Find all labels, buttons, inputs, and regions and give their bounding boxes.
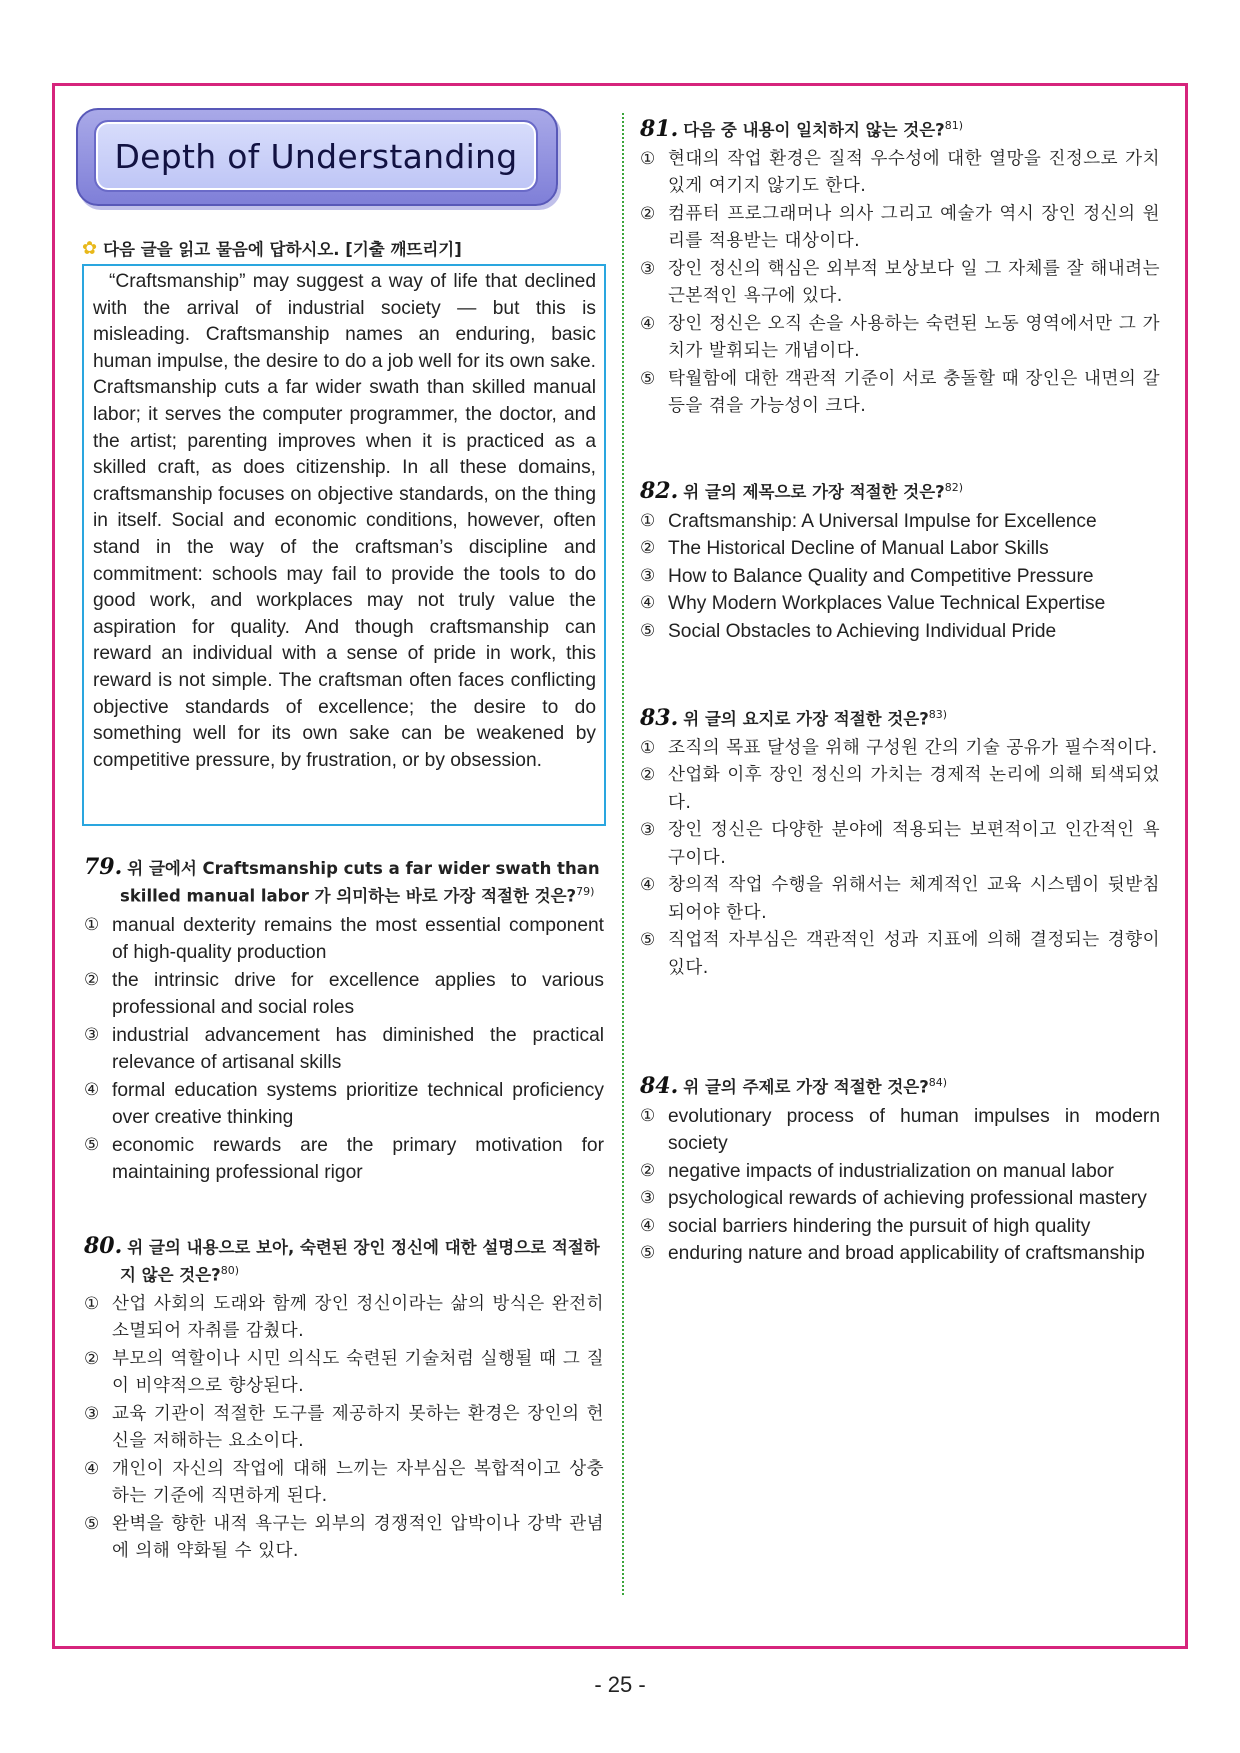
option-mark: ③ xyxy=(640,565,656,586)
option-mark: ④ xyxy=(84,1079,100,1100)
flower-icon: ✿ xyxy=(82,237,98,259)
option-mark: ② xyxy=(640,765,656,785)
question-stem xyxy=(84,856,604,908)
question-number: 84. xyxy=(640,1072,679,1099)
footnote-ref: 81) xyxy=(944,119,964,132)
option-text: 완벽을 향한 내적 욕구는 외부의 경쟁적인 압박이나 강박 관념에 의해 약화될 수 있다. xyxy=(112,1513,604,1561)
option-mark: ④ xyxy=(640,1215,656,1236)
option-mark: ⑤ xyxy=(640,1243,656,1263)
answer-option[interactable] xyxy=(640,927,1160,982)
instruction-text: 다음 글을 읽고 물음에 답하시오. [기출 깨뜨리기] xyxy=(103,240,462,259)
answer-option[interactable] xyxy=(640,563,1160,591)
answer-option[interactable] xyxy=(640,146,1160,201)
option-text: 장인 정신은 다양한 분야에 적용되는 보편적이고 인간적인 욕구이다. xyxy=(668,820,1160,868)
option-text: industrial advancement has diminished the practical relevance of artisanal skills xyxy=(112,1024,604,1073)
option-text: 부모의 역할이나 시민 의식도 숙련된 기술처럼 실행될 때 그 질이 비약적으로 향상된다. xyxy=(112,1348,604,1396)
question-stem xyxy=(640,114,1160,142)
option-text: 개인이 자신의 작업에 대해 느끼는 자부심은 복합적이고 상충하는 기준에 직면하게 된다. xyxy=(112,1458,604,1506)
answer-option[interactable] xyxy=(640,618,1160,646)
option-mark: ② xyxy=(640,203,656,224)
question-82 xyxy=(640,476,1160,645)
option-text: 교육 기관이 적절한 도구를 제공하지 못하는 환경은 장인의 헌신을 저해하는 요소이다. xyxy=(112,1403,604,1451)
page-title: Depth of Understanding xyxy=(114,136,518,176)
option-text: psychological rewards of achieving professional mastery xyxy=(668,1188,1147,1209)
option-mark: ① xyxy=(640,148,656,169)
page-number: - 25 - xyxy=(594,1672,646,1697)
option-mark: ④ xyxy=(640,313,656,334)
option-text: 조직의 목표 달성을 위해 구성원 간의 기술 공유가 필수적이다. xyxy=(668,737,1158,758)
option-text: 직업적 자부심은 객관적인 성과 지표에 의해 결정되는 경향이 있다. xyxy=(668,930,1160,978)
answer-option[interactable] xyxy=(84,1346,604,1401)
answer-option[interactable] xyxy=(640,256,1160,311)
answer-option[interactable] xyxy=(640,762,1160,817)
option-text: enduring nature and broad applicability of craftsmanship xyxy=(668,1243,1145,1264)
footnote-ref: 84) xyxy=(928,1076,948,1089)
option-text: Craftsmanship: A Universal Impulse for Excellence xyxy=(668,510,1097,532)
option-mark: ⑤ xyxy=(84,1134,100,1155)
answer-option[interactable] xyxy=(84,1291,604,1346)
option-mark: ⑤ xyxy=(84,1513,100,1534)
option-mark: ③ xyxy=(84,1403,100,1424)
option-text: evolutionary process of human impulses in modern society xyxy=(668,1105,1160,1154)
option-mark: ② xyxy=(640,1160,656,1181)
answer-option[interactable] xyxy=(640,1213,1160,1241)
answer-option[interactable] xyxy=(84,1077,604,1132)
question-stem xyxy=(640,703,1160,731)
answer-option[interactable] xyxy=(84,967,604,1022)
option-mark: ② xyxy=(640,538,656,558)
option-text: social barriers hindering the pursuit of high quality xyxy=(668,1215,1091,1237)
option-mark: ⑤ xyxy=(640,368,656,389)
answer-option[interactable] xyxy=(640,366,1160,421)
question-text: 위 글의 요지로 가장 적절한 것은? xyxy=(683,709,929,729)
answer-option[interactable] xyxy=(640,1158,1160,1186)
question-stem xyxy=(640,1071,1160,1099)
answer-option[interactable] xyxy=(84,1456,604,1511)
question-number: 81. xyxy=(640,115,679,142)
question-80 xyxy=(84,1235,604,1566)
option-mark: ④ xyxy=(84,1458,100,1479)
option-mark: ① xyxy=(84,914,100,935)
option-text: Why Modern Workplaces Value Technical Expertise xyxy=(668,593,1106,614)
question-number: 80. xyxy=(84,1233,123,1259)
option-text: Social Obstacles to Achieving Individual Pride xyxy=(668,620,1057,642)
option-mark: ③ xyxy=(640,1188,656,1208)
question-number: 82. xyxy=(640,477,679,504)
option-text: 창의적 작업 수행을 위해서는 체계적인 교육 시스템이 뒷받침되어야 한다. xyxy=(668,875,1160,923)
option-text: 산업 사회의 도래와 함께 장인 정신이라는 삶의 방식은 완전히 소멸되어 자취를 감췄다. xyxy=(112,1293,604,1341)
option-mark: ③ xyxy=(640,258,656,279)
answer-option[interactable] xyxy=(640,1185,1160,1213)
option-text: How to Balance Quality and Competitive Pressure xyxy=(668,565,1094,587)
answer-option[interactable] xyxy=(84,1132,604,1187)
question-text: 위 글의 내용으로 보아, 숙련된 장인 정신에 대한 설명으로 적절하지 않은 것은? xyxy=(120,1238,600,1285)
question-79 xyxy=(84,856,604,1187)
footnote-ref: 80) xyxy=(220,1264,240,1277)
question-text: 다음 중 내용이 일치하지 않는 것은? xyxy=(683,120,945,140)
option-mark: ② xyxy=(84,1348,100,1369)
footnote-ref: 79) xyxy=(576,885,595,898)
answer-option[interactable] xyxy=(640,817,1160,872)
answer-option[interactable] xyxy=(84,1401,604,1456)
question-84 xyxy=(640,1071,1160,1268)
answer-option[interactable] xyxy=(640,311,1160,366)
answer-option[interactable] xyxy=(84,912,604,967)
answer-option[interactable] xyxy=(84,1511,604,1566)
option-text: 탁월함에 대한 객관적 기준이 서로 충돌할 때 장인은 내면의 갈등을 겪을 가능성이 크다. xyxy=(668,368,1160,416)
option-text: 장인 정신의 핵심은 외부적 보상보다 일 그 자체를 잘 해내려는 근본적인 욕구에 있다. xyxy=(668,258,1160,306)
option-text: economic rewards are the primary motivation for maintaining professional rigor xyxy=(112,1134,604,1183)
option-text: The Historical Decline of Manual Labor Skills xyxy=(668,538,1049,559)
answer-option[interactable] xyxy=(640,590,1160,618)
answer-option[interactable] xyxy=(640,535,1160,563)
option-text: 산업화 이후 장인 정신의 가치는 경제적 논리에 의해 퇴색되었다. xyxy=(668,765,1160,813)
option-text: negative impacts of industrialization on manual labor xyxy=(668,1160,1114,1182)
option-mark: ④ xyxy=(640,593,656,613)
option-mark: ③ xyxy=(84,1024,100,1045)
question-text: 위 글의 주제로 가장 적절한 것은? xyxy=(683,1077,929,1097)
option-mark: ① xyxy=(640,737,656,758)
question-stem xyxy=(84,1235,604,1287)
question-number: 83. xyxy=(640,704,679,731)
option-mark: ④ xyxy=(640,875,656,895)
option-text: formal education systems prioritize technical proficiency over creative thinking xyxy=(112,1079,604,1128)
option-text: 장인 정신은 오직 손을 사용하는 숙련된 노동 영역에서만 그 가치가 발휘되는 개념이다. xyxy=(668,313,1160,361)
option-text: manual dexterity remains the most essential component of high-quality production xyxy=(112,914,604,963)
option-mark: ① xyxy=(640,510,656,531)
option-text: the intrinsic drive for excellence applies to various professional and social roles xyxy=(112,969,604,1018)
option-mark: ① xyxy=(640,1105,656,1126)
reading-passage: “Craftsmanship” may suggest a way of life that declined with the arrival of industrial society — but this is misleading. Craftsmanship names an enduring, basic human impulse, the desire to do a job well for its own sake. Craftsmanship cuts a far wider swath than skilled manual labor; it serves the computer programmer, the doctor, and the artist; parenting improves when it is practiced as a skilled craft, as does citizenship. In all these domains, craftsmanship focuses on objective standards, on the thing in itself. Social and economic conditions, however, often stand in the way of the craftsman’s discipline and commitment: schools may fail to provide the tools to do good work, and workplaces may not truly value the aspiration for quality. And though craftsmanship can reward an individual with a sense of pride in work, this reward is not simple. The craftsman often faces conflicting objective standards of excellence; the desire to do something well for its own sake can be weakened by competitive pressure, by frustration, or by obsession. xyxy=(82,264,606,826)
option-mark: ② xyxy=(84,969,100,990)
option-mark: ⑤ xyxy=(640,620,656,641)
question-stem xyxy=(640,476,1160,504)
footnote-ref: 83) xyxy=(928,708,948,721)
answer-option[interactable] xyxy=(640,1240,1160,1268)
answer-option[interactable] xyxy=(640,508,1160,536)
footnote-ref: 82) xyxy=(944,481,964,494)
answer-option[interactable] xyxy=(640,872,1160,927)
answer-option[interactable] xyxy=(640,201,1160,256)
instruction xyxy=(82,236,462,260)
title-banner-inner xyxy=(96,122,536,190)
answer-option[interactable] xyxy=(640,1103,1160,1158)
question-83 xyxy=(640,703,1160,982)
option-text: 컴퓨터 프로그래머나 의사 그리고 예술가 역시 장인 정신의 원리를 적용받는 대상이다. xyxy=(668,203,1160,251)
question-number: 79. xyxy=(84,854,123,880)
option-text: 현대의 작업 환경은 질적 우수성에 대한 열망을 진정으로 가치 있게 여기지 않기도 한다. xyxy=(668,148,1160,196)
question-81 xyxy=(640,114,1160,421)
answer-option[interactable] xyxy=(84,1022,604,1077)
answer-option[interactable] xyxy=(640,735,1160,763)
question-text: 위 글에서 Craftsmanship cuts a far wider swath than skilled manual labor 가 의미하는 바로 가장 적절한 것은? xyxy=(120,859,600,906)
question-text: 위 글의 제목으로 가장 적절한 것은? xyxy=(683,482,945,502)
column-divider xyxy=(622,113,624,1595)
option-mark: ⑤ xyxy=(640,930,656,950)
option-mark: ③ xyxy=(640,820,656,840)
option-mark: ① xyxy=(84,1293,100,1314)
